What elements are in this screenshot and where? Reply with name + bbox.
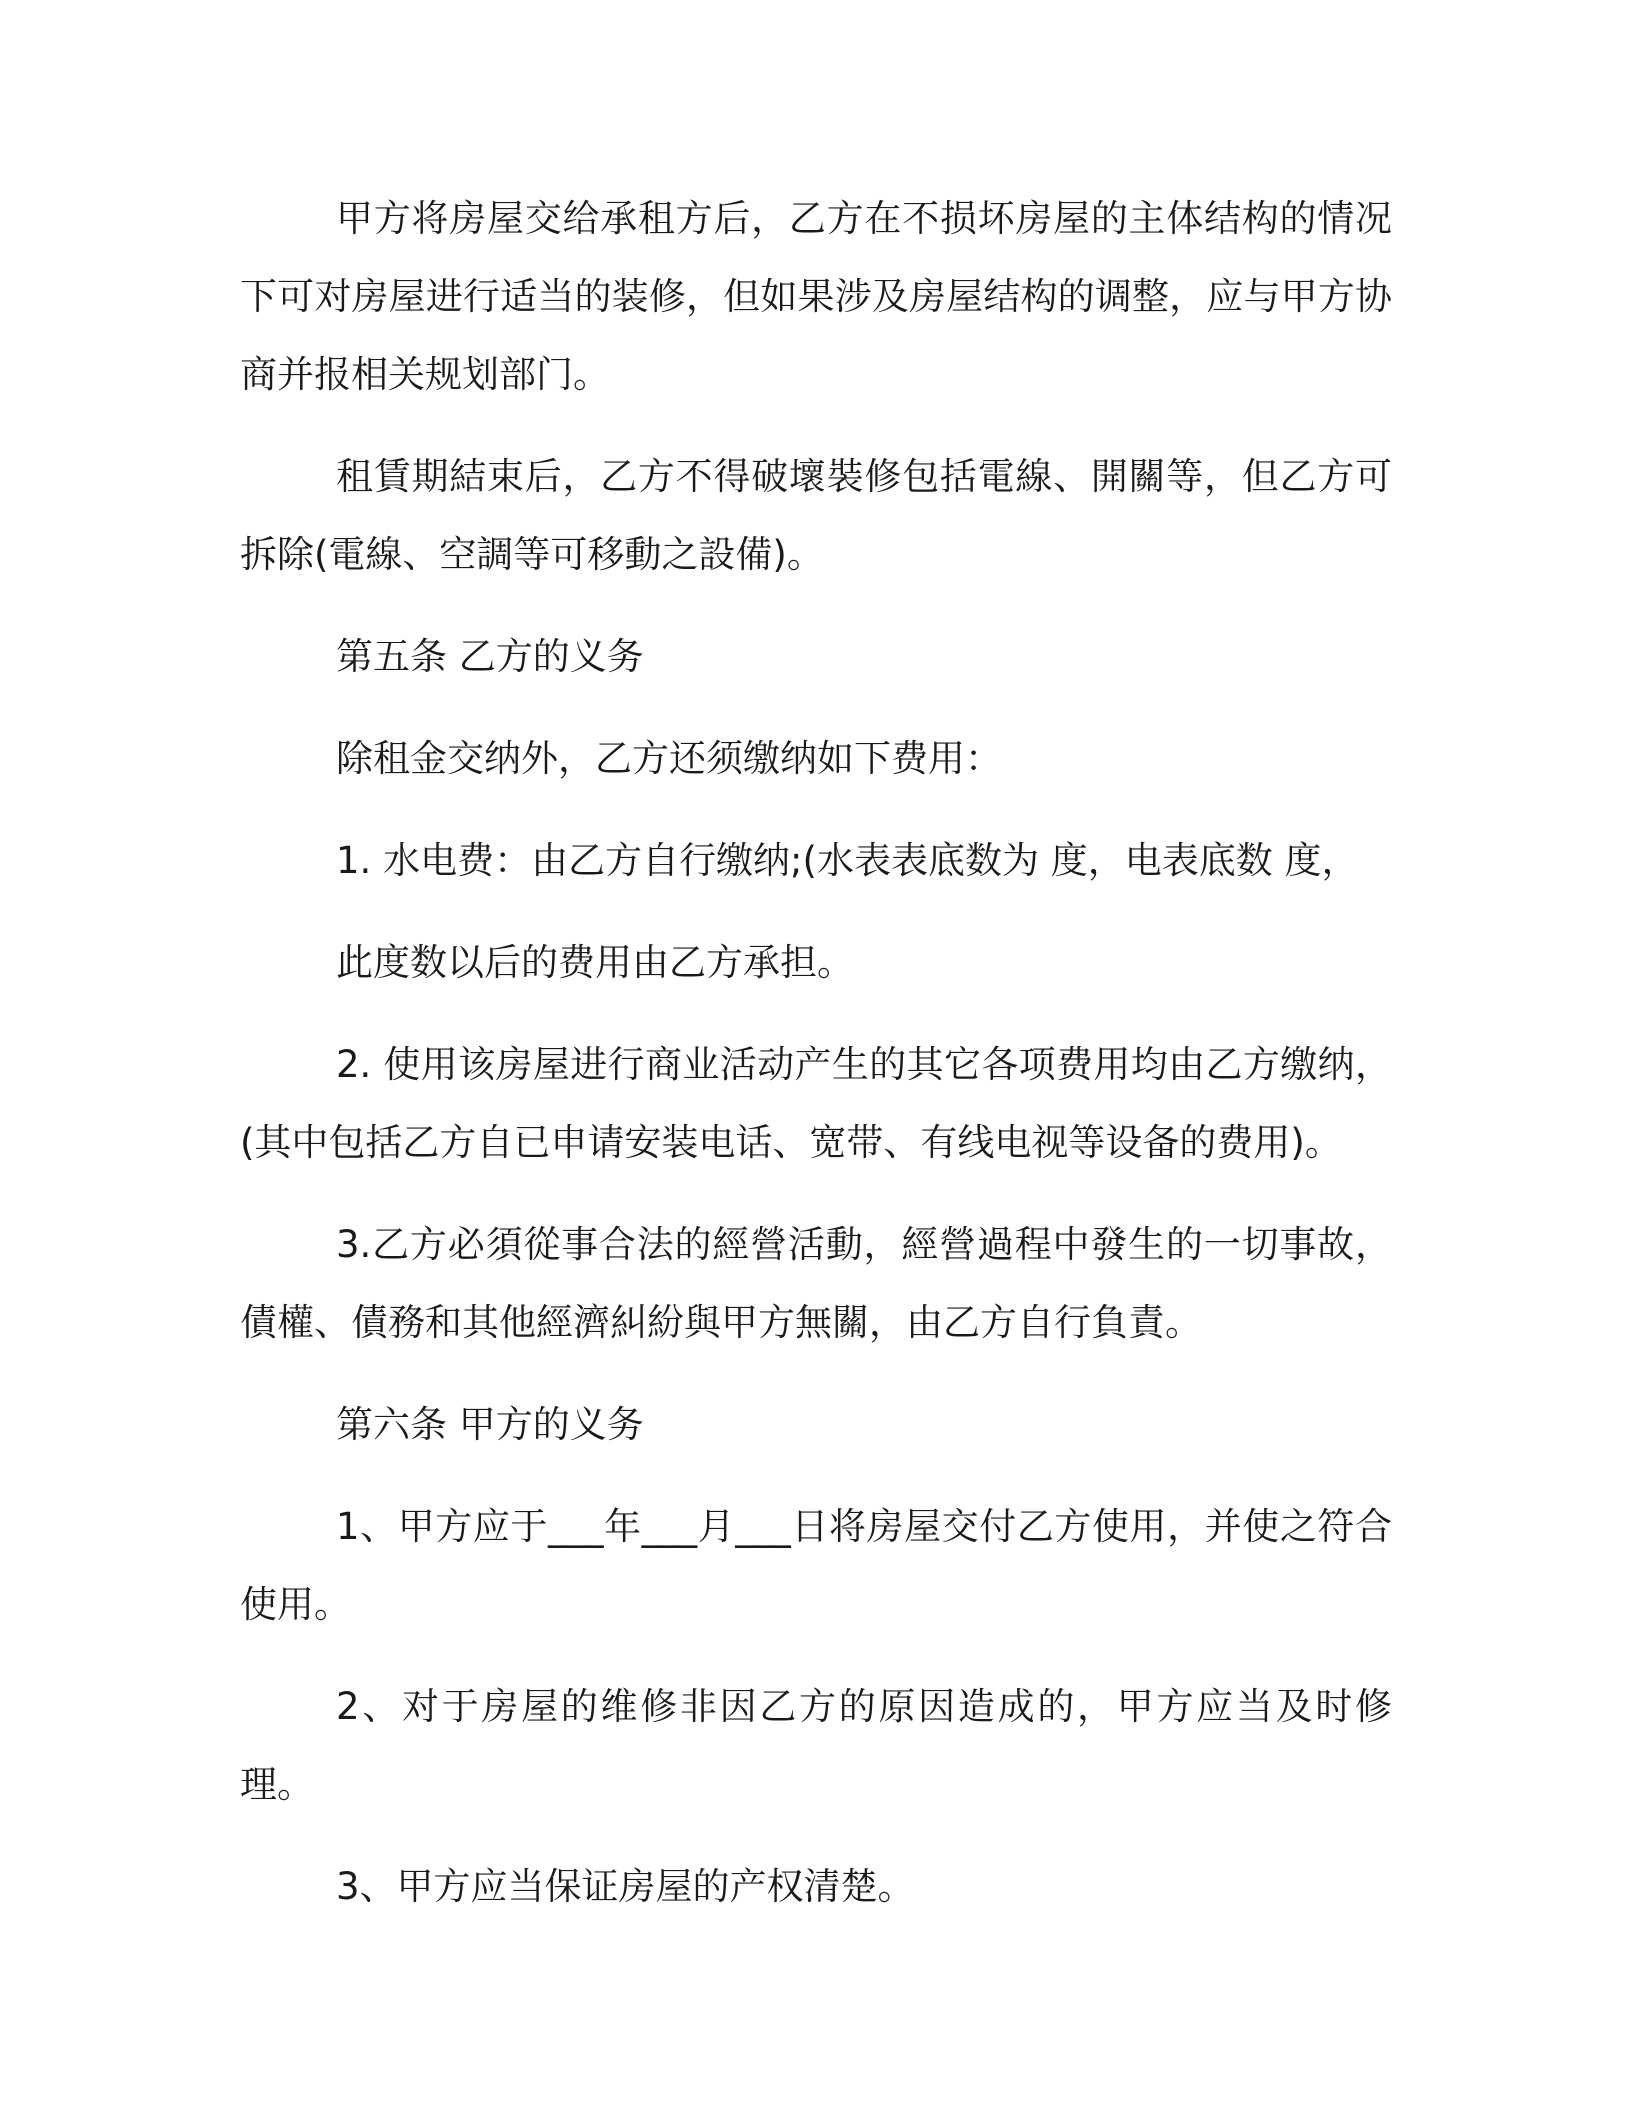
paragraph-repairs: 2、对于房屋的维修非因乙方的原因造成的，甲方应当及时修理。 (240, 1685, 1392, 1806)
paragraph-utilities-cont: 此度数以后的费用由乙方承担。 (336, 941, 854, 984)
paragraph-utilities: 1. 水电费：由乙方自行缴纳;(水表表底数为 度，电表底数 度， (336, 839, 1359, 882)
paragraph-property-rights: 3、甲方应当保证房屋的产权清楚。 (336, 1865, 915, 1908)
paragraph-delivery-date: 1、甲方应于___年___月___日将房屋交付乙方使用，并使之符合使用。 (240, 1505, 1392, 1626)
section-heading-article-5: 第五条 乙方的义务 (336, 635, 644, 678)
section-heading-article-6: 第六条 甲方的义务 (336, 1403, 644, 1446)
paragraph-lease-end: 租賃期結束后，乙方不得破壞裝修包括電線、開關等，但乙方可拆除(電線、空調等可移動之設備)。 (240, 455, 1392, 576)
paragraph-decoration-terms: 甲方将房屋交给承租方后，乙方在不损坏房屋的主体结构的情况下可对房屋进行适当的装修，但如果涉及房屋结构的调整，应与甲方协商并报相关规划部门。 (240, 197, 1392, 396)
paragraph-legal-operation: 3.乙方必須從事合法的經營活動，經營過程中發生的一切事故，債權、債務和其他經濟糾紛與甲方無關，由乙方自行負責。 (240, 1223, 1392, 1344)
document-body (240, 180, 1392, 1950)
paragraph-business-fees: 2. 使用该房屋进行商业活动产生的其它各项费用均由乙方缴纳，(其中包括乙方自已申请安装电话、宽带、有线电视等设备的费用)。 (240, 1043, 1392, 1164)
paragraph-fees-intro: 除租金交纳外，乙方还须缴纳如下费用： (336, 737, 1002, 780)
